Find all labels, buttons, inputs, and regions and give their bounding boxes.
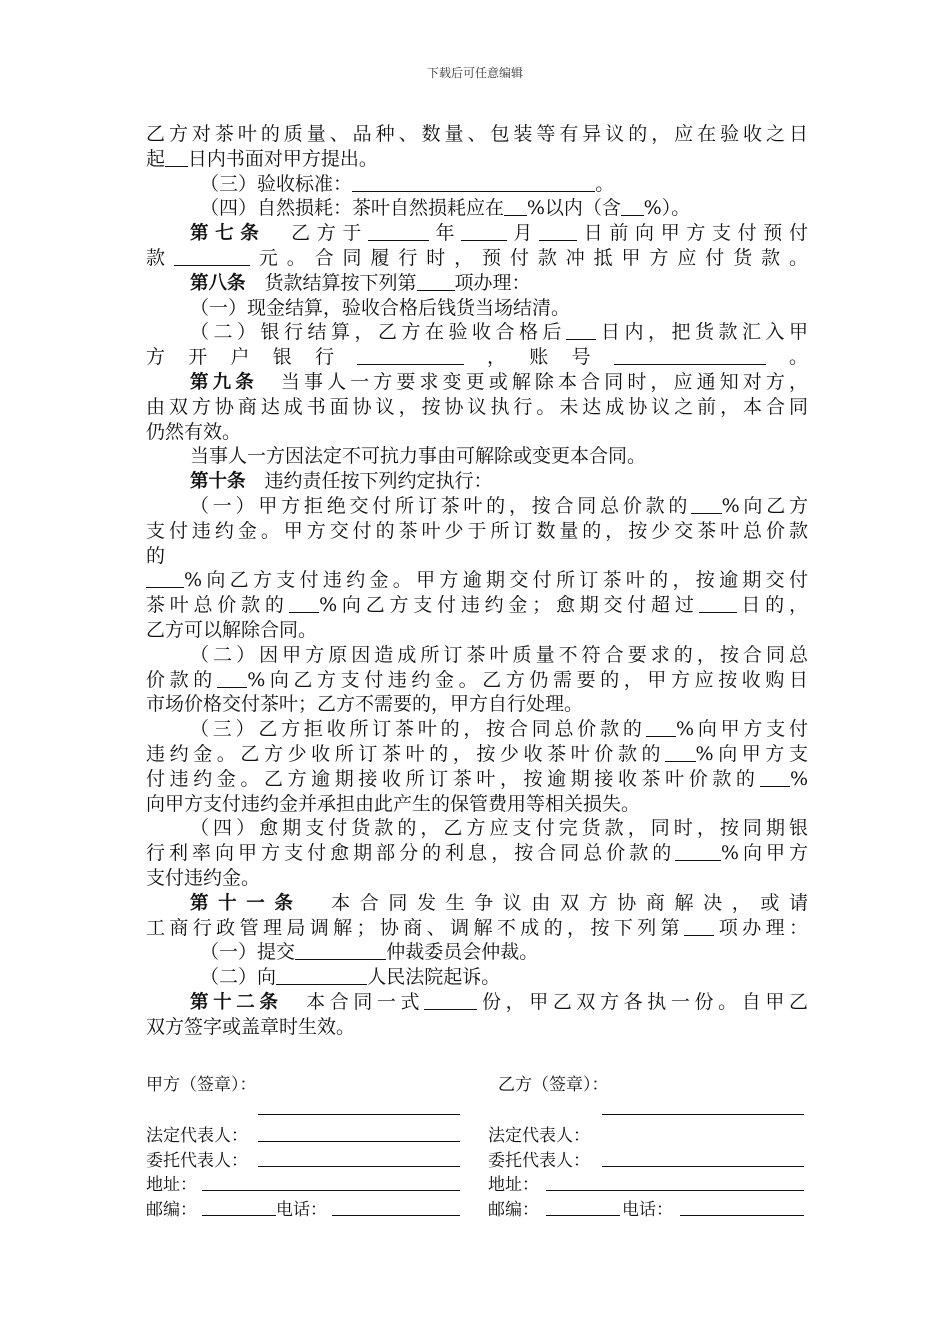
- party-b-phone-label: 电话：: [622, 1200, 673, 1220]
- contract-line: 起 日内书面对甲方提出。: [146, 147, 378, 170]
- contract-line: 第十二条 本合同一式 份，甲乙双方各执一份。自甲乙: [190, 990, 808, 1013]
- party-a-legal-rep-line: [258, 1141, 460, 1142]
- contract-line: 由双方协商达成书面协议，按协议执行。未达成协议之前，本合同: [146, 395, 808, 418]
- party-b-address-line: [546, 1190, 804, 1191]
- contract-line: 支付违约金。: [146, 866, 261, 889]
- contract-line: 第十一条 本合同发生争议由双方协商解决，或请: [190, 891, 808, 914]
- article-heading: 第八条: [190, 272, 246, 294]
- signature-row-party: [146, 1070, 808, 1094]
- contract-line: 款 元。合同履行时，预付款冲抵甲方应付货款。: [146, 246, 808, 269]
- party-b-agent-label: 委托代表人：: [488, 1151, 590, 1171]
- party-a-agent-label: 委托代表人：: [146, 1151, 248, 1171]
- contract-line: （一）甲方拒绝交付所订茶叶的，按合同总价款的 %向乙方: [190, 494, 808, 517]
- contract-line: （一）提交 仲裁委员会仲裁。: [200, 941, 539, 964]
- contract-line: 乙方可以解除合同。: [146, 618, 318, 641]
- contract-line: 向甲方支付违约金并承担由此产生的保管费用等相关损失。: [146, 792, 641, 815]
- blank-field: [646, 718, 676, 737]
- party-b-label: 乙方（签章）：: [498, 1075, 609, 1095]
- contract-line: 第七条 乙方于 年 月 日前向甲方支付预付: [190, 222, 808, 245]
- party-a-agent-line: [258, 1166, 460, 1167]
- blank-field: [684, 917, 714, 936]
- party-a-label: 甲方（签章）：: [146, 1075, 257, 1095]
- party-a-address-line: [202, 1190, 460, 1191]
- blank-field: [357, 346, 463, 365]
- blank-field: [675, 842, 721, 861]
- article-heading: 第九条: [190, 371, 258, 393]
- blank-field: [217, 669, 247, 688]
- contract-line: 双方签字或盖章时生效。: [146, 1015, 356, 1038]
- party-b-legal-rep-label: 法定代表人：: [488, 1126, 590, 1146]
- contract-line: （四）自然损耗：茶叶自然损耗应在 %以内（含 %）。: [200, 197, 691, 220]
- contract-line: 支付违约金。甲方交付的茶叶少于所订数量的，按少交茶叶总价款: [146, 519, 808, 542]
- contract-line: 价款的 %向乙方支付违约金。乙方仍需要的，甲方应按收购日: [146, 668, 808, 691]
- contract-line: （二）因甲方原因造成所订茶叶质量不符合要求的，按合同总: [190, 643, 808, 666]
- blank-field: [368, 222, 429, 241]
- contract-line: 违约金。乙方少收所订茶叶的，按少收茶叶价款的 %向甲方支: [146, 742, 808, 765]
- blank-field: [417, 272, 455, 291]
- party-b-phone-line: [680, 1215, 804, 1216]
- blank-field: [760, 768, 790, 787]
- contract-line: （二）银行结算，乙方在验收合格后 日内，把货款汇入甲: [190, 321, 808, 344]
- contract-line: （一）现金结算，验收合格后钱货当场结清。: [190, 296, 571, 319]
- party-b-postcode-label: 邮编：: [488, 1200, 539, 1220]
- blank-field: [621, 197, 644, 216]
- blank-field: [165, 148, 188, 167]
- contract-line: （三）验收标准： 。: [200, 172, 615, 195]
- contract-line: 方开户银行 ，账号 。: [146, 346, 808, 369]
- blank-field: [424, 991, 477, 1010]
- signature-row-legal: [146, 1121, 808, 1145]
- article-heading: 第十一条: [190, 892, 303, 914]
- party-a-sign-line: [258, 1114, 460, 1115]
- contract-line: 第八条 货款结算按下列第 项办理：: [190, 271, 531, 294]
- blank-field: [146, 569, 184, 588]
- contract-line: 当事人一方因法定不可抗力事由可解除或变更本合同。: [190, 445, 647, 468]
- party-b-sign-line: [602, 1114, 804, 1115]
- party-a-phone-label: 电话：: [276, 1200, 327, 1220]
- blank-field: [699, 594, 737, 613]
- contract-line: （三）乙方拒收所订茶叶的，按合同总价款的 %向甲方支付: [190, 718, 808, 741]
- contract-body: [146, 122, 808, 1039]
- blank-field: [352, 173, 595, 192]
- blank-field: [295, 941, 386, 960]
- party-b-postcode-line: [546, 1215, 620, 1216]
- article-heading: 第七条: [190, 223, 266, 245]
- contract-line: （二）向 人民法院起诉。: [200, 966, 501, 989]
- party-a-postcode-label: 邮编：: [146, 1200, 197, 1220]
- blank-field: [566, 321, 596, 340]
- blank-field: [276, 966, 367, 985]
- contract-line: 乙方对茶叶的质量、品种、数量、包装等有异议的，应在验收之日: [146, 123, 808, 145]
- contract-line: （四）愈期支付货款的，乙方应支付完货款，同时，按同期银: [190, 817, 808, 840]
- party-b-address-label: 地址：: [488, 1175, 539, 1195]
- party-a-phone-line: [332, 1215, 460, 1216]
- blank-field: [461, 222, 507, 241]
- contract-line: 付违约金。乙方逾期接收所订茶叶，按逾期接收茶叶价款的 %: [146, 767, 808, 790]
- contract-line: 行利率向甲方支付愈期部分的利息，按合同总价款的 %向甲方: [146, 842, 808, 865]
- party-a-postcode-line: [202, 1215, 276, 1216]
- contract-line: %向乙方支付违约金。甲方逾期交付所订茶叶的，按逾期交付: [146, 568, 808, 593]
- contract-line: 茶叶总价款的 %向乙方支付违约金；愈期交付超过 日的，: [146, 594, 808, 617]
- party-a-legal-rep-label: 法定代表人：: [146, 1126, 248, 1146]
- article-heading: 第十条: [190, 471, 246, 493]
- contract-line: 第九条 当事人一方要求变更或解除本合同时，应通知对方，: [190, 370, 808, 393]
- contract-line: 第十条 违约责任按下列约定执行：: [190, 470, 493, 493]
- article-heading: 第十二条: [190, 991, 283, 1013]
- blank-field: [691, 495, 721, 514]
- contract-line: 市场价格交付茶叶；乙方不需要的，甲方自行处理。: [146, 693, 584, 716]
- blank-field: [539, 222, 577, 241]
- party-b-agent-line: [602, 1166, 804, 1167]
- blank-field: [614, 346, 766, 365]
- contract-line: 的: [146, 544, 166, 567]
- contract-line: 工商行政管理局调解；协商、调解不成的，按下列第 项办理：: [146, 916, 808, 939]
- blank-field: [504, 197, 527, 216]
- contract-line: 仍然有效。: [146, 420, 242, 443]
- page-header: 下载后可任意编辑: [426, 66, 523, 80]
- party-a-address-label: 地址：: [146, 1175, 197, 1195]
- blank-field: [174, 247, 250, 266]
- blank-field: [289, 594, 319, 613]
- blank-field: [665, 743, 695, 762]
